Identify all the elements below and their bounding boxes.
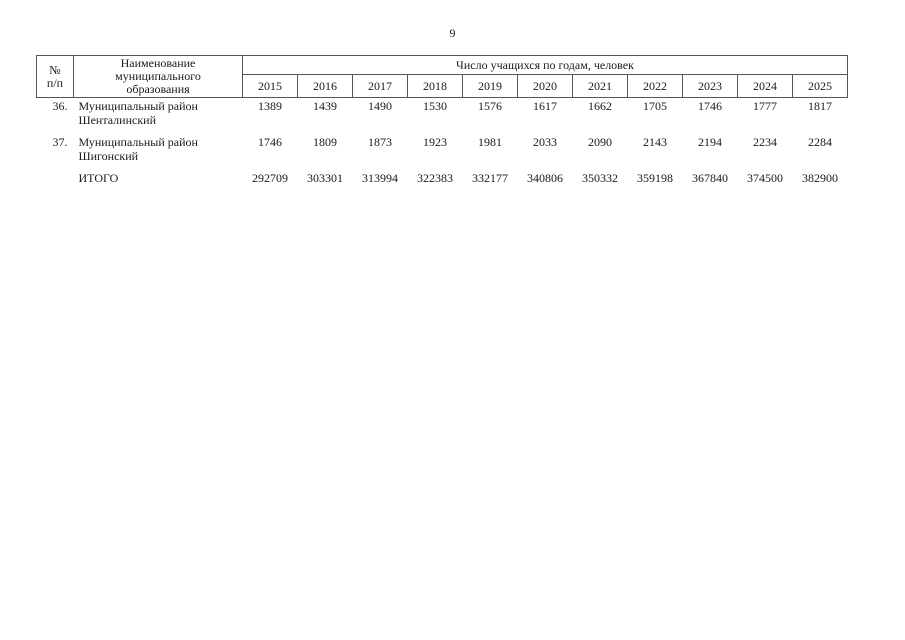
row-value: 2143 — [643, 135, 667, 149]
total-value: 313994 — [362, 171, 398, 185]
row-municipality-type: Муниципальный район — [78, 135, 198, 149]
row-value: 1530 — [423, 99, 447, 113]
header-municipality-line3: образования — [126, 82, 190, 96]
row-value: 1817 — [808, 99, 832, 113]
row-municipality-title: Шигонский — [78, 149, 139, 163]
row-value: 1389 — [258, 99, 282, 113]
header-year-2021: 2021 — [573, 75, 628, 98]
row-number: 36. — [52, 99, 68, 113]
row-value: 1777 — [753, 99, 777, 113]
row-value: 1873 — [368, 135, 392, 149]
total-value: 359198 — [637, 171, 673, 185]
table-row — [37, 98, 848, 135]
header-year-2015: 2015 — [243, 75, 298, 98]
total-row — [37, 170, 848, 191]
row-value: 1439 — [313, 99, 337, 113]
header-year-2022: 2022 — [628, 75, 683, 98]
header-year-2020: 2020 — [518, 75, 573, 98]
row-value: 1981 — [478, 135, 502, 149]
header-municipality-line1: Наименование — [120, 56, 196, 70]
row-value: 1746 — [698, 99, 722, 113]
header-year-2023: 2023 — [683, 75, 738, 98]
row-value: 1662 — [588, 99, 612, 113]
total-value: 340806 — [527, 171, 563, 185]
row-value: 1705 — [643, 99, 667, 113]
table-row — [37, 134, 848, 170]
row-value: 1576 — [478, 99, 502, 113]
header-municipality-line2: муниципального — [115, 69, 201, 83]
total-value: 292709 — [252, 171, 288, 185]
total-label: ИТОГО — [78, 171, 119, 185]
row-value: 1490 — [368, 99, 392, 113]
total-value: 303301 — [307, 171, 343, 185]
row-value: 1923 — [423, 135, 447, 149]
total-value: 367840 — [692, 171, 728, 185]
row-municipality-name — [74, 98, 243, 135]
header-year-2018: 2018 — [408, 75, 463, 98]
row-value: 2284 — [808, 135, 832, 149]
row-value: 2234 — [753, 135, 777, 149]
row-value: 2033 — [533, 135, 557, 149]
header-number-abbr: п/п — [46, 75, 64, 90]
students-table — [36, 55, 848, 191]
total-number-cell — [37, 170, 74, 191]
row-value: 1809 — [313, 135, 337, 149]
total-value: 332177 — [472, 171, 508, 185]
row-municipality-type: Муниципальный район — [78, 99, 198, 113]
header-year-2016: 2016 — [298, 75, 353, 98]
header-municipality — [74, 56, 243, 98]
page-number: 9 — [449, 26, 456, 40]
total-value: 350332 — [582, 171, 618, 185]
total-value: 322383 — [417, 171, 453, 185]
header-students-by-year: Число учащихся по годам, человек — [243, 56, 848, 75]
header-number-symbol: № — [49, 62, 61, 77]
header-year-2025: 2025 — [793, 75, 848, 98]
header-year-2019: 2019 — [463, 75, 518, 98]
row-value: 2090 — [588, 135, 612, 149]
row-municipality-title: Шенталинский — [78, 113, 157, 127]
total-value: 382900 — [802, 171, 838, 185]
row-value: 1617 — [533, 99, 557, 113]
row-value: 1746 — [258, 135, 282, 149]
row-value: 2194 — [698, 135, 722, 149]
total-value: 374500 — [747, 171, 783, 185]
row-municipality-name — [74, 134, 243, 170]
row-number: 37. — [52, 135, 68, 149]
header-number — [37, 56, 74, 98]
header-year-2017: 2017 — [353, 75, 408, 98]
header-year-2024: 2024 — [738, 75, 793, 98]
